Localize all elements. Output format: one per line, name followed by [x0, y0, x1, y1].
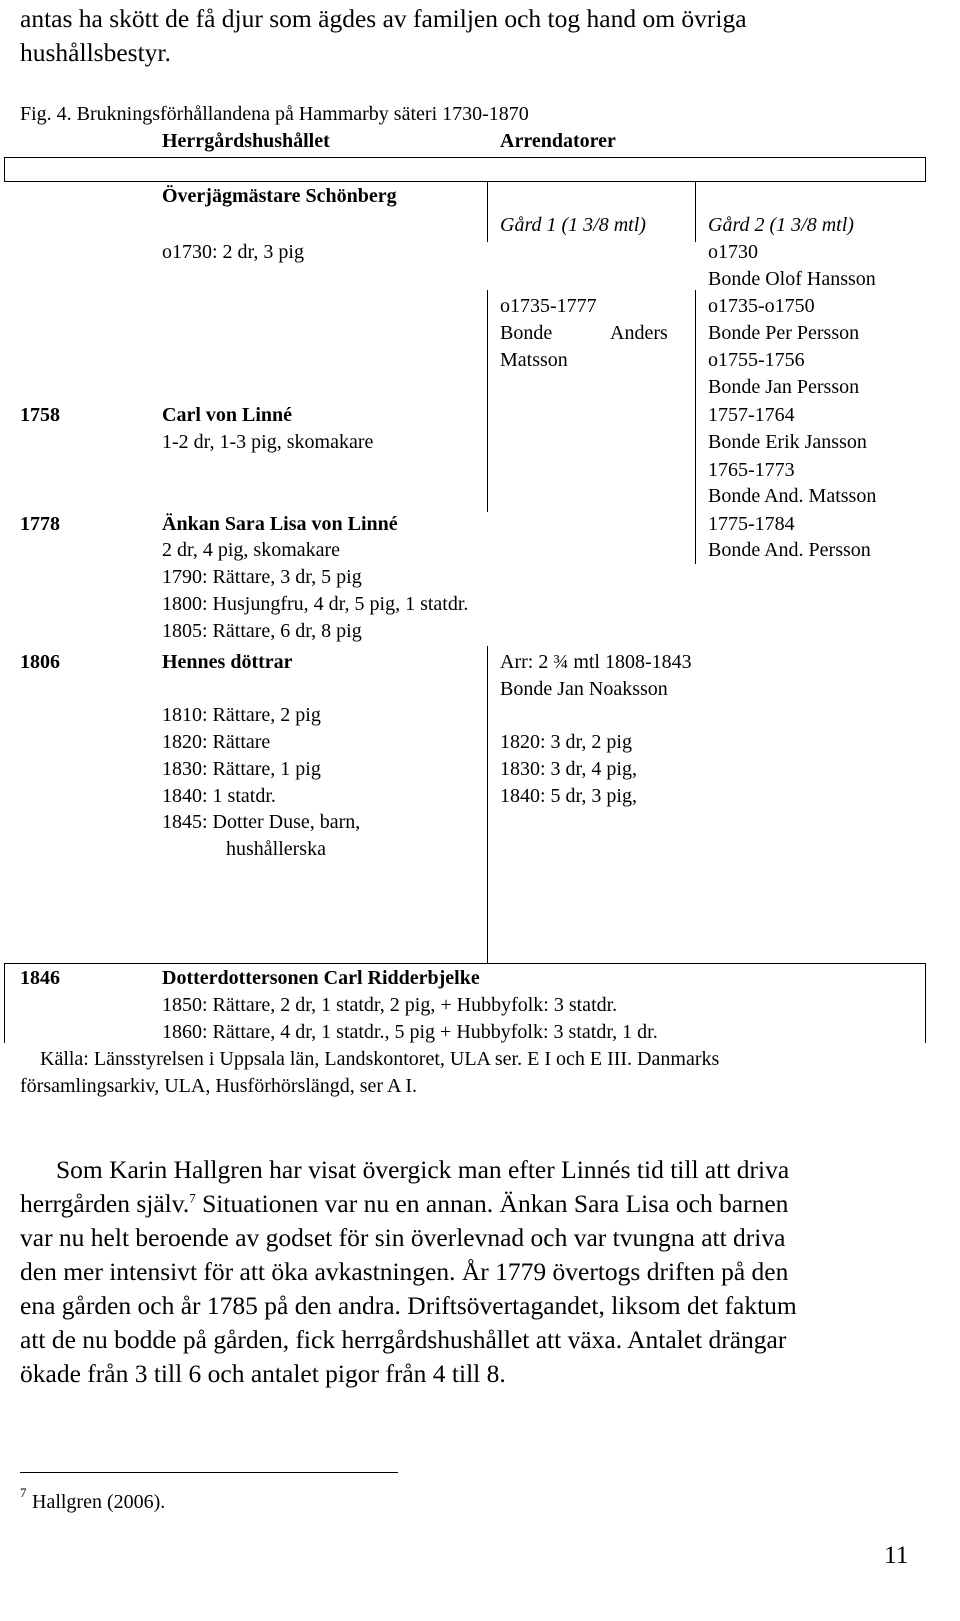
intro-line-2: hushållsbestyr. [20, 38, 171, 67]
ankan-row: 1805: Rättare, 6 dr, 8 pig [162, 620, 362, 642]
g2-entry: Bonde Jan Persson [708, 376, 860, 398]
column-header-herrgard: Herrgårdshushållet [162, 130, 330, 152]
paragraph-line: att de nu bodde på gården, fick herrgårdshushållet att växa. Antalet drängar [20, 1325, 787, 1354]
g1-anders: Anders [610, 322, 668, 344]
year-1846: 1846 [20, 967, 60, 989]
linne-name: Carl von Linné [162, 404, 293, 426]
gard1-header: Gård 1 (1 3/8 mtl) [500, 214, 646, 236]
paragraph-line: den mer intensivt för att öka avkastningen. År 1779 övertogs driften på den [20, 1257, 789, 1286]
g2-entry: Bonde And. Persson [708, 539, 871, 561]
footnote-ref[interactable]: 7 [189, 1190, 196, 1206]
ankan-detail: 2 dr, 4 pig, skomakare [162, 539, 341, 561]
column-header-arrendatorer: Arrendatorer [500, 130, 616, 152]
paragraph-line: Som Karin Hallgren har visat övergick man efter Linnés tid till att driva [56, 1155, 790, 1184]
dottrar-row: 1820: Rättare [162, 731, 271, 753]
footnote-separator [20, 1472, 398, 1473]
page-number: 11 [884, 1540, 909, 1569]
footnote-text: Hallgren (2006). [32, 1491, 166, 1513]
year-1758: 1758 [20, 404, 60, 426]
gard2-header: Gård 2 (1 3/8 mtl) [708, 214, 854, 236]
g2-entry: o1755-1756 [708, 349, 805, 371]
arr-row: 1820: 3 dr, 2 pig [500, 731, 632, 753]
ridder-row: 1850: Rättare, 2 dr, 1 statdr, 2 pig, + Hubbyfolk: 3 statdr. [162, 994, 618, 1016]
arr-name: Bonde Jan Noaksson [500, 678, 668, 700]
paragraph-line: herrgården själv.$^7$ Situationen var nu en annan. Änkan Sara Lisa och barnen [20, 1189, 789, 1218]
ankan-row: 1800: Husjungfru, 4 dr, 5 pig, 1 statdr. [162, 593, 469, 615]
arr-row: 1830: 3 dr, 4 pig, [500, 758, 637, 780]
source-line-1: Källa: Länsstyrelsen i Uppsala län, Landskontoret, ULA ser. E I och E III. Danmarks [40, 1048, 720, 1070]
ankan-name: Änkan Sara Lisa von Linné [162, 513, 398, 535]
dottrar-row: 1830: Rättare, 1 pig [162, 758, 321, 780]
g2-entry: Bonde Erik Jansson [708, 431, 867, 453]
g1-matsson: Matsson [500, 349, 568, 371]
g1-period: o1735-1777 [500, 295, 597, 317]
arr-title: Arr: 2 ¾ mtl 1808-1843 [500, 651, 692, 673]
g2-entry: 1765-1773 [708, 459, 795, 481]
g2-entry: 1775-1784 [708, 513, 795, 535]
ridder-name: Dotterdottersonen Carl Ridderbjelke [162, 967, 480, 989]
paragraph-line: ena gården och år 1785 på den andra. Driftsövertagandet, liksom det faktum [20, 1291, 797, 1320]
dottrar-row: 1810: Rättare, 2 pig [162, 704, 321, 726]
g2-entry: o1735-o1750 [708, 295, 815, 317]
figure-caption: Fig. 4. Brukningsförhållandena på Hammarby säteri 1730-1870 [20, 103, 529, 125]
intro-line-1: antas ha skött de få djur som ägdes av familjen och tog hand om övriga [20, 4, 747, 33]
g2-entry: Bonde Per Persson [708, 322, 860, 344]
arr-row: 1840: 5 dr, 3 pig, [500, 785, 637, 807]
year-1806: 1806 [20, 651, 60, 673]
schonberg-label: Överjägmästare Schönberg [162, 185, 397, 207]
footnote-number: 7 [20, 1485, 27, 1500]
source-line-2: församlingsarkiv, ULA, Husförhörslängd, ser A I. [20, 1075, 417, 1097]
dottrar-row: hushållerska [226, 838, 326, 860]
dottrar-row: 1845: Dotter Duse, barn, [162, 811, 361, 833]
g2-entry: 1757-1764 [708, 404, 795, 426]
ridder-row: 1860: Rättare, 4 dr, 1 statdr., 5 pig + Hubbyfolk: 3 statdr, 1 dr. [162, 1021, 658, 1043]
herr-o1730: o1730: 2 dr, 3 pig [162, 241, 304, 263]
paragraph-line: ökade från 3 till 6 och antalet pigor från 4 till 8. [20, 1359, 506, 1388]
ankan-row: 1790: Rättare, 3 dr, 5 pig [162, 566, 362, 588]
linne-detail: 1-2 dr, 1-3 pig, skomakare [162, 431, 374, 453]
year-1778: 1778 [20, 513, 60, 535]
dottrar-name: Hennes döttrar [162, 651, 293, 673]
g1-bonde: Bonde [500, 322, 553, 344]
g2-entry: Bonde And. Matsson [708, 485, 877, 507]
g2-entry: Bonde Olof Hansson [708, 268, 876, 290]
paragraph-line: var nu helt beroende av godset för sin överlevnad och var tvungna att driva [20, 1223, 786, 1252]
dottrar-row: 1840: 1 statdr. [162, 785, 276, 807]
g2-entry: o1730 [708, 241, 758, 263]
